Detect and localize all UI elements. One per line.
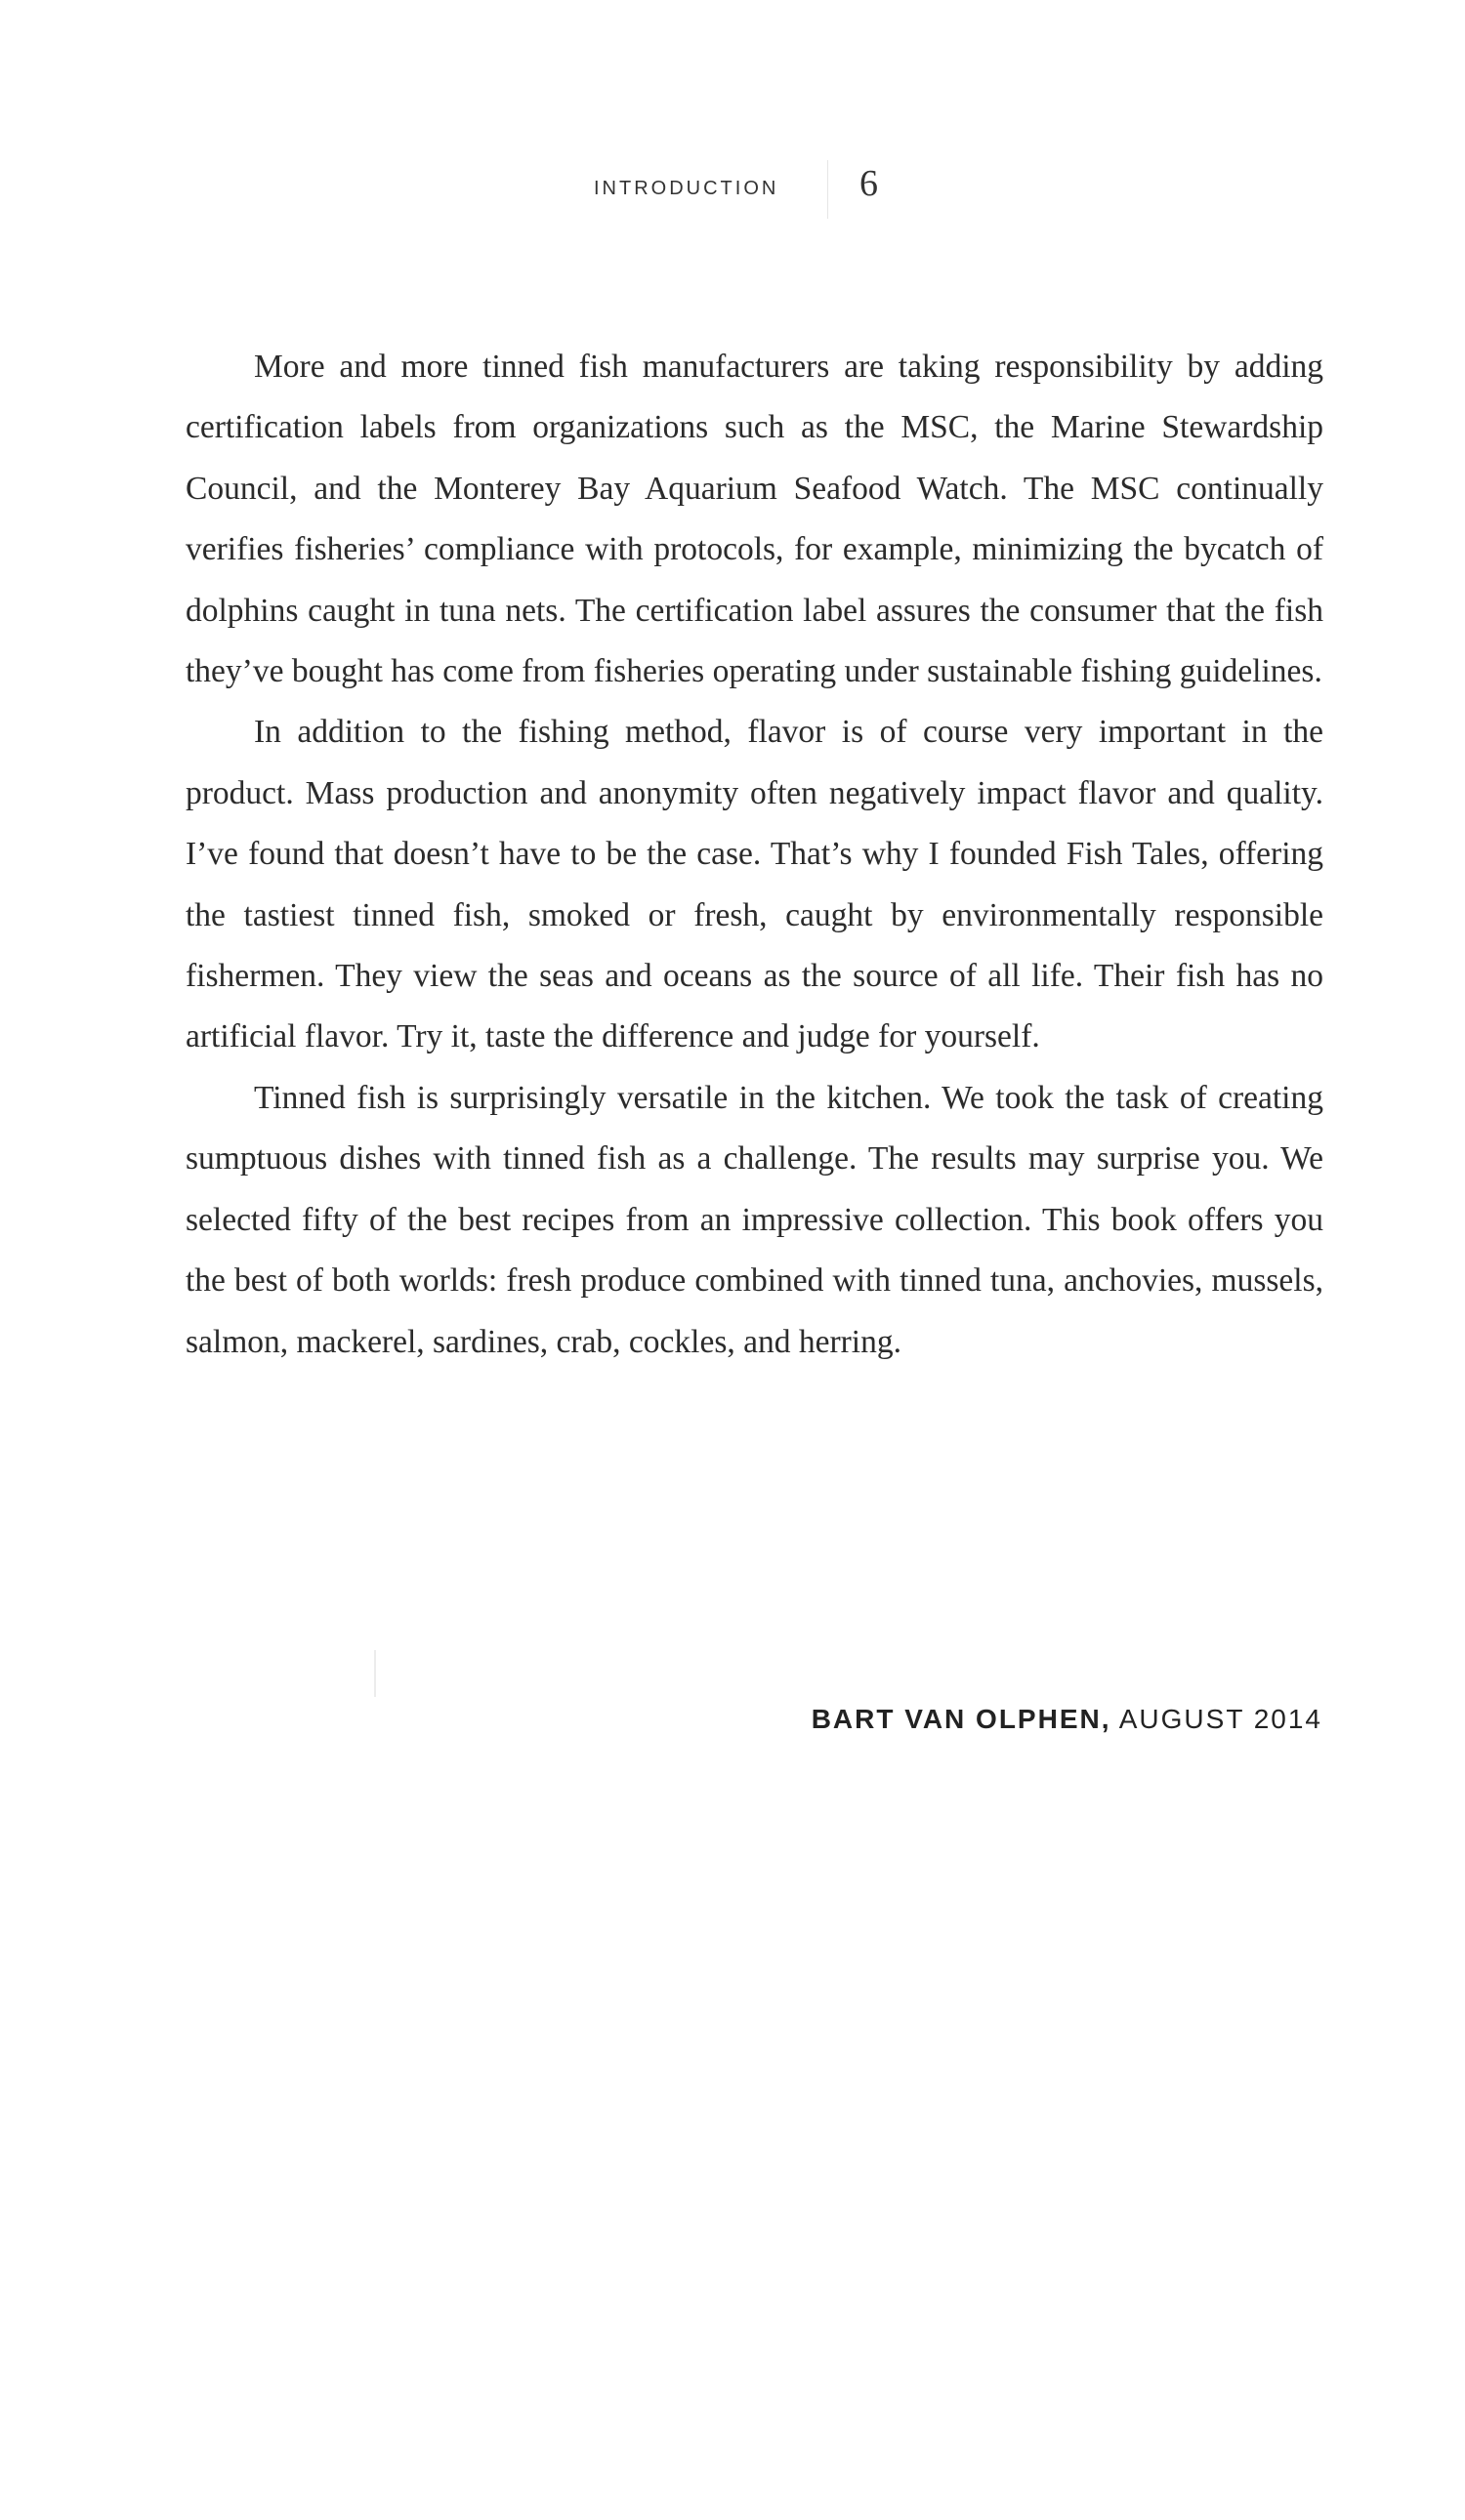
byline-date: AUGUST 2014	[1118, 1704, 1322, 1734]
header-divider	[827, 160, 828, 219]
scan-artifact	[374, 1650, 376, 1697]
section-title: INTRODUCTION	[594, 178, 779, 199]
author-name: BART VAN OLPHEN,	[811, 1704, 1111, 1734]
paragraph-flavor: In addition to the fishing method, flavor is of course very important in the product. Mass production and anonymity often negatively impact flavor and quality. I’ve found that doesn’t have to be the case. That’s why I founded Fish Tales, offering the tastiest tinned fish, smoked or fresh, caught by environmentally responsible fishermen. They view the seas and oceans as the source of all life. Their fish has no artificial flavor. Try it, taste the difference and judge for yourself.	[186, 714, 1323, 1055]
paragraph-certification: More and more tinned fish manufacturers are taking responsibility by adding certification labels from organizations such as the MSC, the Marine Stewardship Council, and the Monterey Bay Aquarium Seafood Watch. The MSC continually verifies fisheries’ compliance with protocols, for example, minimizing the bycatch of dolphins caught in tuna nets. The certification label assures the consumer that the fish they’ve bought has come from fisheries operating under sustainable fishing guidelines.	[186, 349, 1323, 690]
running-header	[0, 164, 1465, 223]
page-number: 6	[859, 163, 878, 204]
body-text	[186, 337, 1323, 1373]
paragraph-versatility: Tinned fish is surprisingly versatile in the kitchen. We took the task of creating sumptuous dishes with tinned fish as a challenge. The results may surprise you. We selected fifty of the best recipes from an impressive collection. This book offers you the best of both worlds: fresh produce combined with tinned tuna, anchovies, mussels, salmon, mackerel, sardines, crab, cockles, and herring.	[186, 1079, 1323, 1360]
byline	[812, 1704, 1322, 1735]
